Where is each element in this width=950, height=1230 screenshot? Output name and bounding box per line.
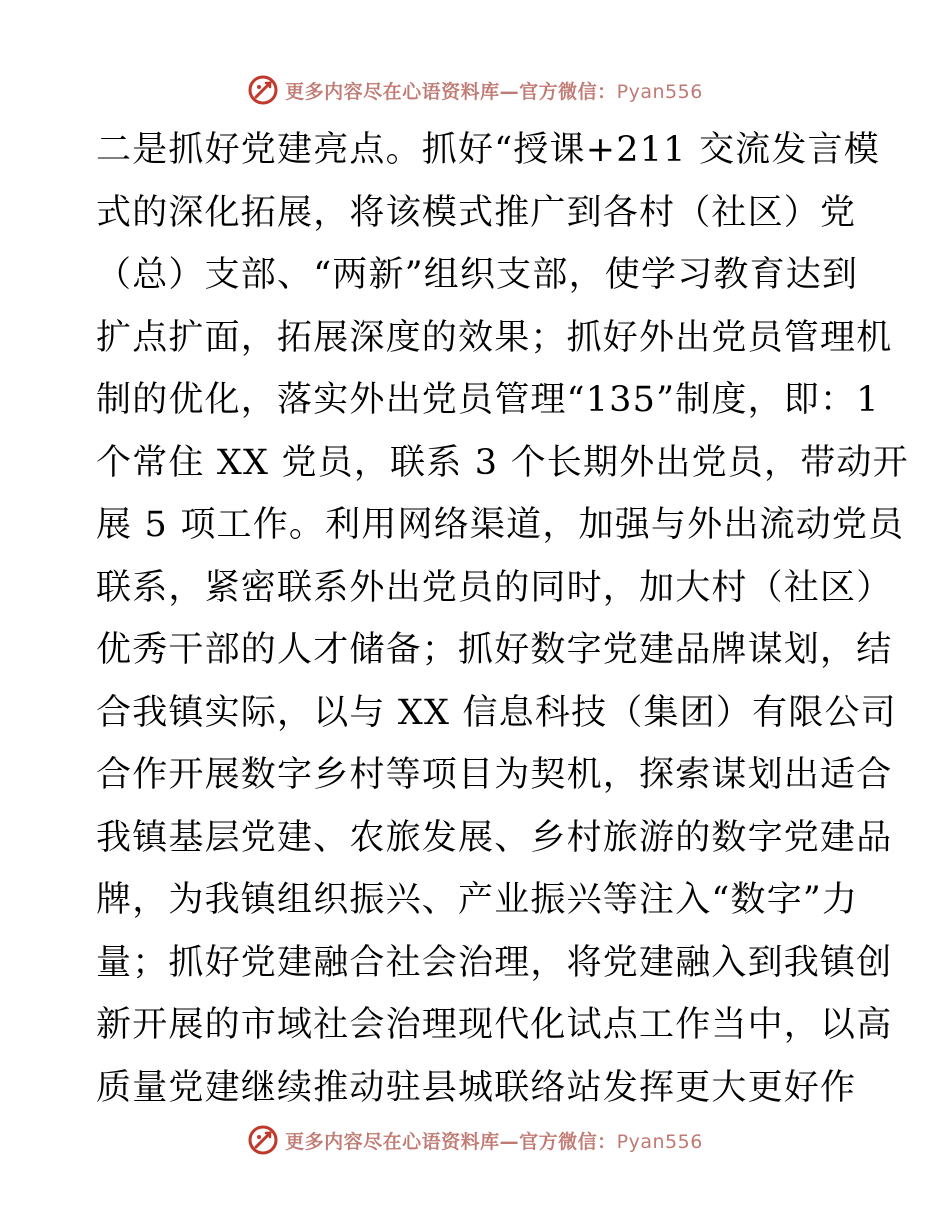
body-line: 联系，紧密联系外出党员的同时，加大村（社区） [96,567,893,608]
body-line: 我镇基层党建、农旅发展、乡村旅游的数字党建品 [96,817,893,858]
body-line: 新开展的市域社会治理现代化试点工作当中，以高 [96,1005,893,1045]
body-line: 扩点扩面，拓展深度的效果；抓好外出党员管理机 [96,317,893,358]
footer-banner [0,1120,950,1160]
document-body [96,119,909,1119]
body-line: 二是抓好党建亮点。抓好“授课+211 交流发言模 [96,130,880,170]
body-line: 合作开展数字乡村等项目为契机，探索谋划出适合 [96,755,893,795]
body-line: 个常住 XX 党员，联系 3 个长期外出党员，带动开 [96,442,909,483]
body-line: 展 5 项工作。利用网络渠道，加强与外出流动党员 [96,505,905,545]
body-line: 制的优化，落实外出党员管理“135”制度，即：1 [96,380,880,420]
footer-banner-text [285,1127,703,1154]
header-banner-label: 更多内容尽在心语资料库—官方微信： [285,80,617,103]
body-line: 式的深化拓展，将该模式推广到各村（社区）党 [96,192,857,233]
header-banner [0,70,950,110]
header-banner-handle: Pyan556 [616,80,703,103]
footer-banner-handle: Pyan556 [616,1130,703,1153]
body-line: （总）支部、“两新”组织支部，使学习教育达到 [96,255,859,295]
body-line: 优秀干部的人才储备；抓好数字党建品牌谋划，结 [96,630,893,670]
body-line: 量；抓好党建融合社会治理，将党建融入到我镇创 [96,942,893,983]
body-line: 合我镇实际，以与 XX 信息科技（集团）有限公司 [96,692,897,733]
header-banner-text [285,77,703,104]
footer-banner-label: 更多内容尽在心语资料库—官方微信： [285,1130,617,1153]
brand-logo-icon [247,1124,279,1156]
brand-logo-icon [247,74,279,106]
body-line: 质量党建继续推动驻县城联络站发挥更大更好作 [96,1067,857,1108]
body-line: 牌，为我镇组织振兴、产业振兴等注入“数字”力 [96,880,859,920]
